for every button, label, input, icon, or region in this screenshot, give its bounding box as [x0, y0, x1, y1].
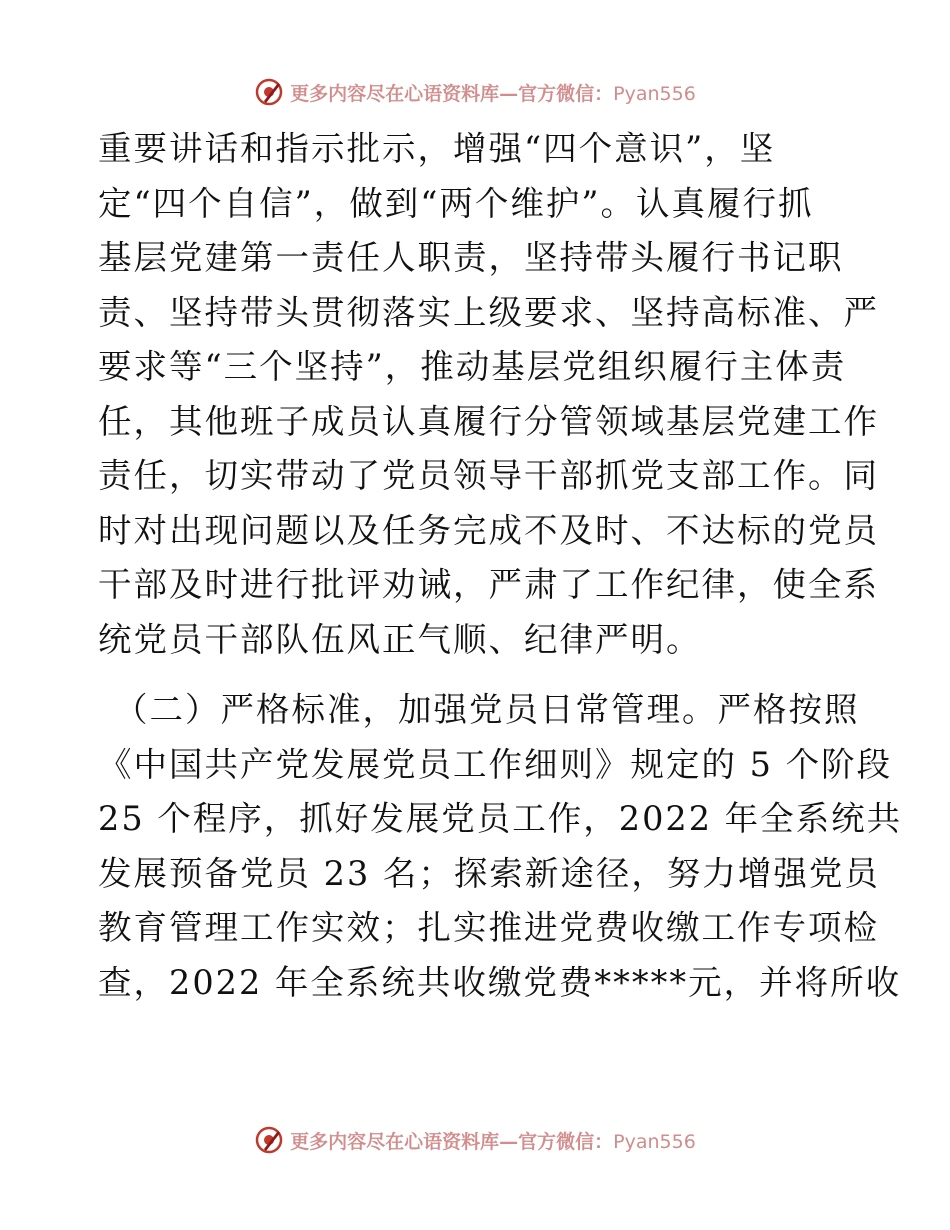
text-line: 教育管理工作实效；扎实推进党费收缴工作专项检: [98, 908, 879, 947]
text-line: 《中国共产党发展党员工作细则》规定的 5 个阶段: [98, 744, 893, 784]
paragraph-2: [98, 683, 903, 1010]
text-line: （二）严格标准，加强党员日常管理。严格按照: [114, 690, 860, 729]
text-line: 基层党建第一责任人职责，坚持带头履行书记职: [98, 238, 844, 277]
text-line: 责、坚持带头贯彻落实上级要求、坚持高标准、严: [98, 292, 879, 332]
watermark-header: [0, 72, 950, 112]
text-line: 要求等“三个坚持”，推动基层党组织履行主体责: [98, 347, 847, 386]
text-line: 任，其他班子成员认真履行分管领域基层党建工作: [98, 401, 879, 441]
text-line: 干部及时进行批评劝诫，严肃了工作纪律，使全系: [98, 565, 879, 604]
text-line: 时对出现问题以及任务完成不及时、不达标的党员: [98, 510, 879, 550]
watermark-text: 更多内容尽在心语资料库—官方微信：Pyan556: [290, 82, 696, 105]
quill-logo-icon: [254, 77, 284, 107]
text-line: 发展预备党员 23 名；探索新途径，努力增强党员: [98, 853, 880, 893]
text-line: 责任，切实带动了党员领导干部抓党支部工作。同: [98, 456, 879, 495]
document-body: [98, 122, 903, 1010]
text-line: 定“四个自信”，做到“两个维护”。认真履行抓: [98, 183, 814, 223]
paragraph-gap: [98, 667, 858, 683]
watermark-footer: [0, 1120, 950, 1160]
watermark-text: 更多内容尽在心语资料库—官方微信：Pyan556: [290, 1130, 696, 1153]
paragraph-1: [98, 122, 879, 667]
text-line: 统党员干部队伍风正气顺、纪律严明。: [98, 619, 702, 659]
text-line: 查，2022 年全系统共收缴党费*****元，并将所收: [98, 962, 902, 1002]
quill-logo-icon: [254, 1125, 284, 1155]
text-line: 25 个程序，抓好发展党员工作，2022 年全系统共: [98, 799, 903, 838]
text-line: 重要讲话和指示批示，增强“四个意识”，坚: [98, 129, 776, 168]
